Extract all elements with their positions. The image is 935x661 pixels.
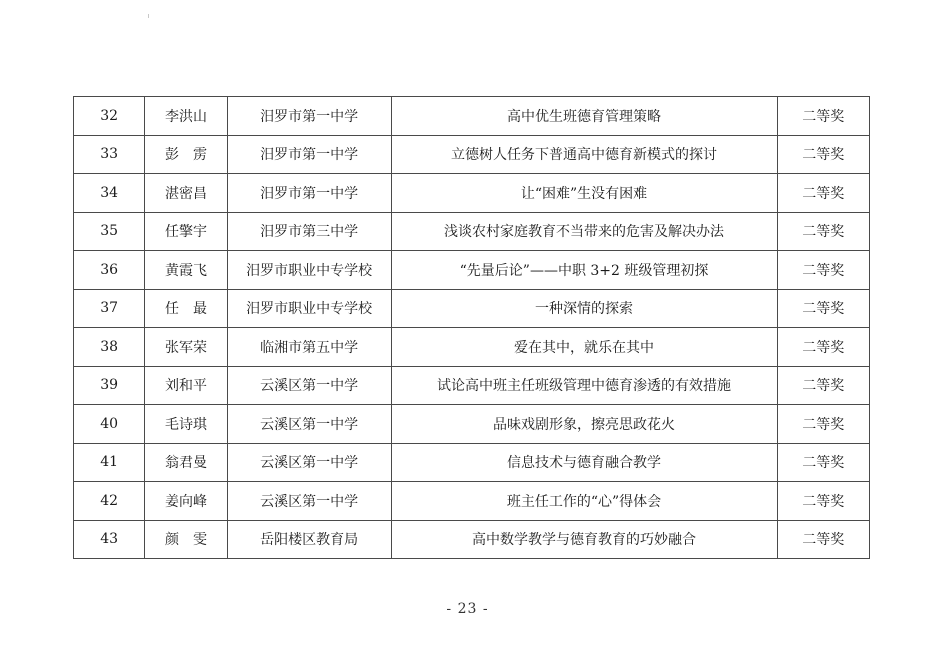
school-name: 云溪区第一中学 bbox=[227, 482, 391, 521]
row-number: 43 bbox=[74, 520, 145, 559]
award-level: 二等奖 bbox=[777, 289, 870, 328]
school-name: 汨罗市第三中学 bbox=[227, 212, 391, 251]
author-name: 翁君曼 bbox=[145, 443, 227, 482]
award-level: 二等奖 bbox=[777, 482, 870, 521]
author-name: 黄霞飞 bbox=[145, 251, 227, 290]
table-row bbox=[74, 405, 870, 444]
table-row bbox=[74, 212, 870, 251]
row-number: 38 bbox=[74, 328, 145, 367]
school-name: 汨罗市第一中学 bbox=[227, 135, 391, 174]
row-number: 33 bbox=[74, 135, 145, 174]
school-name: 汨罗市第一中学 bbox=[227, 97, 391, 136]
award-level: 二等奖 bbox=[777, 251, 870, 290]
author-name: 姜向峰 bbox=[145, 482, 227, 521]
author-name: 李洪山 bbox=[145, 97, 227, 136]
author-name: 任 最 bbox=[145, 289, 227, 328]
row-number: 39 bbox=[74, 366, 145, 405]
scan-mark bbox=[148, 14, 149, 18]
table-row bbox=[74, 328, 870, 367]
author-name: 彭 雳 bbox=[145, 135, 227, 174]
author-name: 刘和平 bbox=[145, 366, 227, 405]
row-number: 35 bbox=[74, 212, 145, 251]
paper-title: 高中优生班德育管理策略 bbox=[391, 97, 777, 136]
table-row bbox=[74, 520, 870, 559]
award-level: 二等奖 bbox=[777, 366, 870, 405]
paper-title: 让“困难”生没有困难 bbox=[391, 174, 777, 213]
paper-title: “先量后论”——中职 3+2 班级管理初探 bbox=[391, 251, 777, 290]
row-number: 42 bbox=[74, 482, 145, 521]
paper-title: 品味戏剧形象，擦亮思政花火 bbox=[391, 405, 777, 444]
paper-title: 一种深情的探索 bbox=[391, 289, 777, 328]
school-name: 云溪区第一中学 bbox=[227, 443, 391, 482]
paper-title: 高中数学教学与德育教育的巧妙融合 bbox=[391, 520, 777, 559]
table-row bbox=[74, 289, 870, 328]
school-name: 云溪区第一中学 bbox=[227, 405, 391, 444]
award-level: 二等奖 bbox=[777, 135, 870, 174]
table-row bbox=[74, 174, 870, 213]
author-name: 任擎宇 bbox=[145, 212, 227, 251]
paper-title: 试论高中班主任班级管理中德育渗透的有效措施 bbox=[391, 366, 777, 405]
award-level: 二等奖 bbox=[777, 212, 870, 251]
award-level: 二等奖 bbox=[777, 174, 870, 213]
paper-title: 班主任工作的“心”得体会 bbox=[391, 482, 777, 521]
table-row bbox=[74, 443, 870, 482]
row-number: 32 bbox=[74, 97, 145, 136]
table-row bbox=[74, 482, 870, 521]
table-row bbox=[74, 135, 870, 174]
award-level: 二等奖 bbox=[777, 443, 870, 482]
table-row bbox=[74, 97, 870, 136]
award-level: 二等奖 bbox=[777, 328, 870, 367]
paper-title: 浅谈农村家庭教育不当带来的危害及解决办法 bbox=[391, 212, 777, 251]
author-name: 颜 雯 bbox=[145, 520, 227, 559]
page-number: - 23 - bbox=[446, 601, 489, 617]
row-number: 37 bbox=[74, 289, 145, 328]
paper-title: 立德树人任务下普通高中德育新模式的探讨 bbox=[391, 135, 777, 174]
paper-title: 爱在其中，就乐在其中 bbox=[391, 328, 777, 367]
school-name: 汨罗市职业中专学校 bbox=[227, 251, 391, 290]
school-name: 临湘市第五中学 bbox=[227, 328, 391, 367]
award-table bbox=[73, 96, 870, 559]
row-number: 40 bbox=[74, 405, 145, 444]
table-row bbox=[74, 251, 870, 290]
author-name: 毛诗琪 bbox=[145, 405, 227, 444]
award-level: 二等奖 bbox=[777, 97, 870, 136]
school-name: 汨罗市第一中学 bbox=[227, 174, 391, 213]
school-name: 云溪区第一中学 bbox=[227, 366, 391, 405]
school-name: 岳阳楼区教育局 bbox=[227, 520, 391, 559]
award-level: 二等奖 bbox=[777, 520, 870, 559]
author-name: 张军荣 bbox=[145, 328, 227, 367]
award-table-body bbox=[74, 97, 870, 559]
row-number: 41 bbox=[74, 443, 145, 482]
row-number: 34 bbox=[74, 174, 145, 213]
table-row bbox=[74, 366, 870, 405]
school-name: 汨罗市职业中专学校 bbox=[227, 289, 391, 328]
paper-title: 信息技术与德育融合教学 bbox=[391, 443, 777, 482]
author-name: 湛密昌 bbox=[145, 174, 227, 213]
award-level: 二等奖 bbox=[777, 405, 870, 444]
row-number: 36 bbox=[74, 251, 145, 290]
